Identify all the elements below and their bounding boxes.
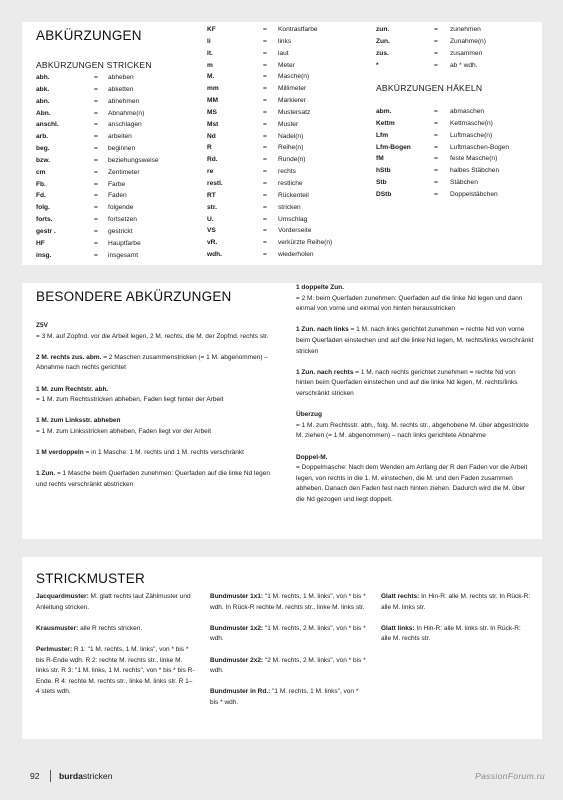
abbr-meaning: gestrickt (108, 227, 133, 235)
abbr-row (207, 225, 377, 237)
abbr-equals: = (263, 73, 267, 81)
abbr-equals: = (263, 37, 267, 45)
abbr-equals: = (263, 97, 267, 105)
patterns-column-1 (36, 592, 196, 709)
special-left-column (36, 321, 272, 501)
abbr-row (207, 166, 377, 178)
definition-paragraph (210, 656, 368, 677)
abbr-key: Fb. (36, 180, 46, 188)
abbr-key: folg. (36, 204, 50, 212)
abbr-key: re (207, 168, 214, 176)
abbr-row (207, 107, 377, 119)
abbr-meaning: folgende (108, 204, 134, 212)
definition-paragraph (381, 592, 531, 613)
abbr-meaning: Millimeter (278, 85, 307, 93)
abbr-meaning: feste Masche(n) (450, 155, 498, 163)
abbr-meaning: halbes Stäbchen (450, 167, 500, 175)
abbr-equals: = (94, 204, 98, 212)
abbr-key: restl. (207, 179, 223, 187)
abbr-meaning: Nadel(n) (278, 132, 304, 140)
abbr-row (36, 108, 206, 120)
definition-term: 1 Zun. nach rechts (296, 368, 354, 376)
abbr-key: insg. (36, 251, 52, 259)
abbr-meaning: anschlagen (108, 121, 142, 129)
abbr-list-haekeln (376, 106, 536, 201)
definition-body: = 1 M. zum Rechtsstr. abh., folg. M. rechts str., abgehobene M. über abgestrickte M. ziehen (= 1 M. abgenommen) – nach links gerichtete Abnahme (296, 421, 529, 440)
abbr-key: Rd. (207, 156, 218, 164)
abbr-row (36, 131, 206, 143)
abbr-row (36, 84, 206, 96)
abbr-key: HF (36, 239, 45, 247)
special-abbreviations-panel (22, 283, 542, 539)
definition-term: Bundmuster 1x1: (210, 593, 264, 600)
definition-term: 1 M verdoppeln (36, 449, 84, 457)
abbr-meaning: Muster (278, 120, 299, 128)
abbr-meaning: Rückenteil (278, 191, 309, 199)
abbr-key: vR. (207, 239, 218, 247)
abbr-equals: = (434, 190, 438, 198)
abbr-key: mm (207, 85, 219, 93)
abbr-meaning: abmaschen (450, 108, 485, 115)
abbr-meaning: zunehmen (450, 26, 481, 33)
abbr-row (36, 155, 206, 167)
abbr-equals: = (94, 145, 98, 153)
abbr-row (207, 24, 377, 36)
abbr-meaning: Kettmasche(n) (450, 119, 493, 127)
definition-paragraph (36, 416, 272, 437)
special-title: BESONDERE ABKÜRZUNGEN (36, 289, 232, 304)
abbr-list-col2 (207, 24, 377, 261)
abbr-row (36, 72, 206, 84)
abbr-row (207, 83, 377, 95)
abbr-key: str. (207, 203, 217, 211)
definition-term: Bundmuster 2x2: (210, 656, 264, 664)
definition-term: Überzug (296, 411, 322, 419)
abbr-row (207, 202, 377, 214)
abbr-equals: = (434, 179, 438, 187)
abbr-key: bzw. (36, 156, 51, 164)
abbr-row (376, 130, 536, 142)
abbr-key: abh. (36, 74, 50, 81)
definition-body: "1 M. rechts, 2 M. links", von * bis * wdh. (210, 624, 366, 643)
abbr-row (207, 178, 377, 190)
definition-body: "1 M. rechts, 1 M. links", von * bis * wdh. In Rück-R rechte M. rechts str., linke M. links str. (210, 593, 366, 611)
abbr-meaning: stricken (278, 203, 301, 211)
abbr-key: arb. (36, 133, 49, 141)
abbr-row (36, 226, 206, 238)
abbr-meaning: laut (278, 49, 289, 57)
definition-paragraph (36, 321, 272, 342)
definition-paragraph (36, 645, 196, 698)
abbr-equals: = (94, 156, 98, 164)
abbr-meaning: Zentimeter (108, 168, 140, 176)
abbr-row (376, 48, 536, 60)
abbr-meaning: Kontrastfarbe (278, 26, 318, 33)
abbr-meaning: Stäbchen (450, 179, 478, 187)
abbr-key: Lfm (376, 131, 389, 139)
abbr-key: R (207, 144, 212, 152)
abbr-equals: = (94, 97, 98, 105)
abbr-key: DStb (376, 190, 392, 198)
abbr-row (36, 190, 206, 202)
abbr-key: Abn. (36, 109, 51, 117)
definition-body: In Hin-R: alle M. rechts str. In Rück-R: alle M. links str. (381, 593, 531, 611)
definition-paragraph (296, 368, 534, 400)
abbr-meaning: Faden (108, 192, 127, 200)
definition-paragraph (36, 624, 196, 635)
abbr-equals: = (94, 239, 98, 247)
patterns-title: STRICKMUSTER (36, 571, 145, 586)
definition-body: M. glatt rechts laut Zählmuster und Anleitung stricken. (36, 593, 191, 611)
abbr-meaning: beginnen (108, 145, 136, 153)
abbr-equals: = (263, 215, 267, 223)
abbr-row (207, 60, 377, 72)
abbr-key: fM (376, 155, 384, 163)
abbr-key: beg. (36, 145, 50, 153)
abbr-equals: = (94, 133, 98, 141)
abbr-equals: = (263, 61, 267, 69)
definition-term: Doppel-M. (296, 453, 328, 461)
abbr-key: hStb (376, 167, 391, 175)
abbr-meaning: Luftmasche(n) (450, 131, 493, 139)
abbr-equals: = (263, 156, 267, 164)
abbr-equals: = (263, 191, 267, 199)
abbr-meaning: Mustersatz (278, 108, 311, 116)
abbr-key: li (207, 37, 211, 45)
abbr-equals: = (263, 239, 267, 247)
abbr-row (36, 119, 206, 131)
patterns-column-2 (210, 592, 368, 719)
abbr-equals: = (434, 26, 438, 33)
abbr-meaning: beziehungsweise (108, 156, 159, 164)
abbr-row (36, 167, 206, 179)
definition-paragraph (36, 385, 272, 406)
definition-body: = 1 Masche beim Querfaden zunehmen: Querfaden auf die linke Nd legen und rechts verschränkt abstricken (36, 470, 270, 488)
abbr-key: Fd. (36, 192, 46, 200)
definition-term: 1 Zun. (36, 470, 56, 478)
definition-paragraph (210, 592, 368, 613)
abbr-row (207, 36, 377, 48)
abbr-meaning: abnehmen (108, 97, 140, 105)
abbr-key: abk. (36, 85, 50, 93)
definition-body: = 2 Maschen zusammenstricken (= 1 M. abgenommen) – Abnahme nach rechts gerichtet (36, 353, 268, 372)
abbr-meaning: zusammen (450, 49, 483, 57)
abbr-equals: = (263, 179, 267, 187)
definition-paragraph (296, 453, 534, 506)
abbr-key: cm (36, 168, 46, 176)
abbr-equals: = (94, 180, 98, 188)
abbr-row (376, 153, 536, 165)
abbr-row (376, 36, 536, 48)
abbr-meaning: rechts (278, 168, 296, 176)
abbr-key: forts. (36, 216, 53, 224)
abbr-meaning: Farbe (108, 180, 126, 188)
abbr-equals: = (434, 49, 438, 57)
definition-term: Jacquardmuster: (36, 593, 89, 600)
abbr-equals: = (94, 192, 98, 200)
abbr-key: Lfm-Bogen (376, 143, 411, 151)
abbr-equals: = (94, 109, 98, 117)
abbr-equals: = (434, 61, 438, 69)
abbr-meaning: verkürzte Reihe(n) (278, 239, 333, 247)
definition-body: = 1 M. zum Linksstricken abheben, Faden liegt vor der Arbeit (36, 427, 212, 435)
definition-body: = Doppelmasche: Nach dem Wenden am Anfang der R den Faden vor die Arbeit legen, von rechts in die 1. M. einstechen, die M. und den Faden zusammen abheben. Danach den Faden fest nach hinten ziehen. Dadurch wird die M. über die Nd gezogen und liegt doppelt. (296, 464, 528, 503)
abbr-key: m (207, 61, 213, 69)
abbr-key: zun. (376, 26, 390, 33)
abbr-key: Mst (207, 120, 219, 128)
definition-body: In Hin-R: alle M. links str. In Rück-R: alle M. rechts str. (381, 624, 521, 643)
abbr-key: MS (207, 108, 217, 116)
abbr-equals: = (263, 251, 267, 259)
abbr-key: Zun. (376, 37, 390, 45)
definition-body: = 3 M. auf Zopfnd. vor die Arbeit legen, 2 M. rechts, die M. der Zopfnd. rechts str. (36, 332, 269, 340)
abbr-equals: = (434, 143, 438, 151)
abbr-row (207, 249, 377, 261)
abbr-row (207, 190, 377, 202)
abbr-equals: = (94, 168, 98, 176)
definition-term: 1 Zun. nach links (296, 326, 349, 334)
abbr-equals: = (434, 108, 438, 115)
abbr-key: Nd (207, 132, 216, 140)
abbr-equals: = (94, 121, 98, 129)
definition-body: = in 1 Masche: 1 M. rechts und 1 M. rechts verschränkt (83, 449, 244, 457)
abbr-equals: = (434, 131, 438, 139)
abbr-key: KF (207, 26, 216, 33)
abbr-equals: = (263, 132, 267, 140)
abbr-equals: = (434, 167, 438, 175)
abbr-row (376, 142, 536, 154)
abbr-row (36, 96, 206, 108)
abbr-equals: = (263, 227, 267, 235)
haekeln-heading: ABKÜRZUNGEN HÄKELN (376, 83, 483, 93)
abbr-row (376, 118, 536, 130)
definition-paragraph (296, 283, 534, 315)
definition-paragraph (296, 410, 534, 442)
abbr-list-col3 (376, 24, 536, 71)
abbr-equals: = (263, 108, 267, 116)
definition-body: = 2 M. beim Querfaden zunehmen: Querfaden auf die linke Nd legen und dann einmal von vorne und einmal von hinten herausstricken (296, 294, 523, 313)
abbr-equals: = (263, 203, 267, 211)
definition-term: Glatt links: (381, 624, 415, 632)
abbr-meaning: links (278, 37, 292, 45)
definition-body: alle R rechts stricken. (78, 624, 143, 632)
abbr-meaning: Masche(n) (278, 73, 310, 81)
abbr-equals: = (434, 37, 438, 45)
definition-paragraph (210, 624, 368, 645)
abbr-row (207, 142, 377, 154)
definition-term: Perlmuster: (36, 645, 73, 653)
definition-paragraph (36, 592, 196, 613)
abbr-equals: = (94, 251, 98, 259)
definition-body: "1 M. rechts, 1 M. links", von * bis * wdh. (210, 688, 359, 706)
abbr-meaning: restliche (278, 179, 303, 187)
knitting-patterns-panel (22, 557, 542, 739)
abbr-equals: = (94, 74, 98, 81)
abbr-row (207, 237, 377, 249)
abbr-key: U. (207, 215, 214, 223)
abbr-row (207, 131, 377, 143)
abbr-row (376, 189, 536, 201)
abbr-key: MM (207, 97, 218, 105)
abbr-equals: = (263, 85, 267, 93)
abbr-row (207, 95, 377, 107)
abbr-row (36, 214, 206, 226)
abbr-row (36, 238, 206, 250)
abbr-meaning: Abnahme(n) (108, 109, 145, 117)
abbr-meaning: Reihe(n) (278, 144, 304, 152)
abbr-row (376, 24, 536, 36)
abbr-key: Stb (376, 179, 387, 187)
abbr-meaning: Hauptfarbe (108, 239, 141, 247)
abbr-meaning: Vorderseite (278, 227, 312, 235)
abbr-key: wdh. (207, 251, 223, 259)
abbr-key: zus. (376, 49, 389, 57)
abbr-row (376, 106, 536, 118)
definition-term: Bundmuster 1x2: (210, 624, 264, 632)
abbr-equals: = (263, 168, 267, 176)
abbr-meaning: Runde(n) (278, 156, 306, 164)
abbreviations-title: ABKÜRZUNGEN (36, 28, 142, 43)
watermark: PassionForum.ru (475, 771, 545, 781)
definition-body: = 1 M. nach rechts gerichtet zunehmen = rechte Nd von hinten beim Querfaden einstechen und auf die linke Nd legen, M. rechts/links verschränkt stricken (296, 368, 518, 397)
page-footer (30, 769, 112, 783)
abbr-key: abm. (376, 108, 392, 115)
abbr-key: * (376, 61, 379, 69)
abbr-key: anschl. (36, 121, 59, 129)
abbr-key: lt. (207, 49, 213, 57)
abbr-meaning: arbeiten (108, 133, 132, 141)
abbr-row (207, 71, 377, 83)
definition-paragraph (381, 624, 531, 645)
definition-term: 1 M. zum Linksstr. abheben (36, 417, 121, 425)
abbr-row (207, 119, 377, 131)
abbr-meaning: Zunahme(n) (450, 37, 486, 45)
definition-term: 2 M. rechts zus. abm. (36, 353, 102, 361)
abbr-row (36, 179, 206, 191)
abbr-meaning: Meter (278, 61, 295, 69)
definition-term: Bundmuster in Rd.: (210, 688, 271, 696)
abbr-equals: = (263, 26, 267, 33)
definition-paragraph (296, 325, 534, 357)
abbr-meaning: Umschlag (278, 215, 308, 223)
brand-light: stricken (82, 771, 113, 781)
abbr-row (36, 143, 206, 155)
definition-paragraph (36, 353, 272, 374)
abbr-equals: = (263, 49, 267, 57)
definition-body: R 1: "1 M. rechts, 1 M. links", von * bis * bis R-Ende wdh. R 2: rechte M. rechts str., linke M. links str. R 3: "1 M. links, 1 M. rechts", von * bis * bis R-Ende. R 4: rechte M. rechts str., linke M. links str. R 1–4 stets wdh. (36, 645, 195, 696)
abbr-row (36, 202, 206, 214)
abbr-equals: = (434, 155, 438, 163)
special-right-column (296, 283, 534, 516)
abbr-row (376, 165, 536, 177)
patterns-column-3 (381, 592, 531, 656)
abbr-equals: = (263, 144, 267, 152)
abbr-key: M. (207, 73, 215, 81)
abbr-equals: = (94, 85, 98, 93)
abbr-meaning: ab * wdh. (450, 61, 478, 69)
definition-body: = 1 M. nach links gerichtet zunehmen = rechte Nd von vorne beim Querfaden einstechen und auf die linke Nd legen, M. rechts/links verschränkt stricken (296, 326, 534, 355)
abbr-meaning: insgesamt (108, 251, 139, 259)
abbr-row (207, 48, 377, 60)
definition-term: 1 doppelte Zun. (296, 284, 345, 291)
abbr-meaning: Markierer (278, 97, 306, 105)
abbr-row (207, 214, 377, 226)
page-number: 92 (30, 771, 40, 781)
abbr-key: Kettm (376, 119, 395, 127)
definition-body: "2 M. rechts, 2 M. links", von * bis * wdh. (210, 656, 366, 675)
abbr-key: RT (207, 191, 216, 199)
definition-paragraph (210, 687, 368, 708)
definition-paragraph (36, 469, 272, 490)
abbr-row (207, 154, 377, 166)
abbreviations-panel (22, 22, 542, 265)
abbr-key: abn. (36, 97, 50, 105)
footer-divider (50, 770, 51, 782)
definition-term: Glatt rechts: (381, 593, 420, 600)
stricken-heading: ABKÜRZUNGEN STRICKEN (36, 60, 152, 70)
abbr-equals: = (263, 120, 267, 128)
abbr-meaning: abheben (108, 74, 134, 81)
abbr-row (376, 60, 536, 72)
definition-paragraph (36, 448, 272, 459)
abbr-key: VS (207, 227, 216, 235)
abbr-meaning: abketten (108, 85, 134, 93)
definition-body: = 1 M. zum Rechtsstricken abheben, Faden liegt hinter der Arbeit (36, 396, 224, 404)
abbr-row (36, 250, 206, 262)
abbr-equals: = (94, 216, 98, 224)
definition-term: Krausmuster: (36, 624, 79, 632)
brand-bold: burda (59, 771, 83, 781)
abbr-meaning: fortsetzen (108, 216, 137, 224)
abbr-meaning: Doppelstäbchen (450, 190, 498, 198)
abbr-meaning: Luftmaschen-Bogen (450, 143, 510, 151)
abbr-equals: = (94, 227, 98, 235)
definition-term: 1 M. zum Rechtstr. abh. (36, 385, 109, 393)
definition-term: Z5V (36, 322, 48, 329)
abbr-row (376, 177, 536, 189)
abbr-meaning: wiederholen (278, 251, 314, 259)
abbr-key: gestr . (36, 227, 56, 235)
abbr-equals: = (434, 119, 438, 127)
abbr-list-col1 (36, 72, 206, 262)
